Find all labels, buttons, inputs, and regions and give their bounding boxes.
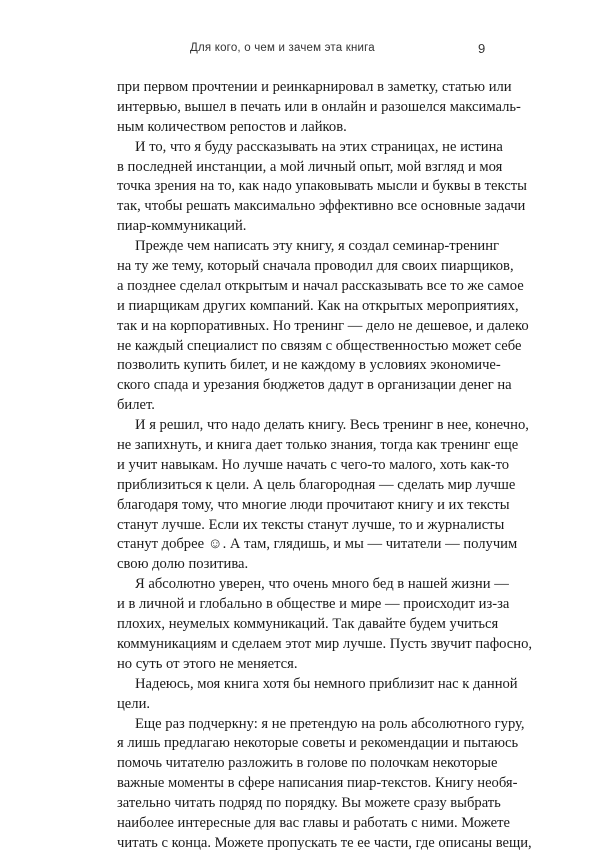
text-line: ным количеством репостов и лайков.	[117, 118, 347, 135]
text-line: ского спада и урезания бюджетов дадут в организации денег на	[117, 377, 512, 394]
paragraph	[117, 237, 529, 416]
text-line: наиболее интересные для вас главы и работать с ними. Можете	[117, 814, 511, 831]
body-text	[117, 78, 533, 854]
paragraph	[117, 78, 521, 138]
paragraph	[117, 675, 518, 715]
text-line: и в личной и глобально в обществе и мире — происходит из-за	[117, 596, 510, 613]
text-line: свою долю позитива.	[117, 556, 249, 573]
text-line: и учит навыкам. Но лучше начать с чего-то малого, хоть как-то	[117, 456, 510, 473]
text-line: приблизиться к цели. А цель благородная — сделать мир лучше	[117, 476, 516, 493]
text-line: станут добрее ☺. А там, глядишь, и мы — читатели — получим	[117, 536, 518, 553]
text-line: не каждый специалист по связям с общественностью может себе	[117, 337, 522, 354]
text-line: И то, что я буду рассказывать на этих страницах, не истина	[135, 138, 503, 155]
text-line: коммуникациям и сделаем этот мир лучше. Пусть звучит пафосно,	[117, 635, 533, 652]
text-line: зательно читать подряд по порядку. Вы можете сразу выбрать	[117, 795, 501, 812]
page-header	[0, 42, 600, 62]
paragraph	[117, 575, 533, 674]
text-line: не запихнуть, и книга дает только знания, тогда как тренинг еще	[117, 437, 519, 454]
text-line: и пиарщикам других компаний. Как на открытых мероприятиях,	[117, 297, 519, 314]
page-number: 9	[478, 41, 486, 56]
text-line: билет.	[117, 397, 155, 414]
text-line: Я абсолютно уверен, что очень много бед в нашей жизни —	[135, 576, 509, 593]
paragraph	[117, 715, 532, 854]
text-line: а позднее сделал открытым и начал рассказывать все то же самое	[117, 277, 524, 294]
text-line: плохих, неумелых коммуникаций. Так давайте будем учиться	[117, 616, 499, 633]
text-line: станут лучше. Если их тексты станут лучше, то и журналисты	[117, 516, 505, 533]
text-line: цели.	[117, 695, 151, 712]
text-line: при первом прочтении и реинкарнировал в заметку, статью или	[117, 79, 512, 95]
text-line: Прежде чем написать эту книгу, я создал семинар-тренинг	[135, 238, 499, 255]
text-line: благодаря тому, что многие люди прочитают книгу и их тексты	[117, 496, 510, 513]
text-line: И я решил, что надо делать книгу. Весь тренинг в нее, конечно,	[135, 417, 529, 434]
text-line: важные моменты в сфере написания пиар-текстов. Книгу необя-	[117, 775, 518, 792]
text-line: помочь читателю разложить в голове по полочкам некоторые	[117, 755, 498, 772]
text-line: Еще раз подчеркну: я не претендую на роль абсолютного гуру,	[135, 715, 525, 732]
text-line: так, чтобы решать максимально эффективно все основные задачи	[117, 198, 526, 215]
text-line: читать с конца. Можете пропускать те ее части, где описаны вещи,	[117, 834, 532, 851]
text-line: в последней инстанции, а мой личный опыт, мой взгляд и моя	[117, 158, 503, 175]
text-line: на ту же тему, который сначала проводил для своих пиарщиков,	[117, 258, 514, 275]
running-head: Для кого, о чем и зачем эта книга	[190, 42, 375, 54]
text-line: пиар-коммуникаций.	[117, 218, 247, 235]
paragraph	[117, 416, 529, 575]
text-line: так и на корпоративных. Но тренинг — дело не дешевое, и далеко	[117, 317, 529, 334]
paragraph	[117, 138, 527, 237]
text-line: я лишь предлагаю некоторые советы и рекомендации и пытаюсь	[117, 735, 519, 752]
text-line: точка зрения на то, как надо упаковывать мысли и буквы в тексты	[117, 178, 527, 195]
text-line: интервью, вышел в печать или в онлайн и разошелся максималь-	[117, 98, 521, 115]
text-line: позволить купить билет, и не каждому в условиях экономиче-	[117, 357, 501, 374]
text-line: но суть от этого не меняется.	[117, 655, 298, 672]
text-line: Надеюсь, моя книга хотя бы немного приблизит нас к данной	[135, 675, 518, 692]
